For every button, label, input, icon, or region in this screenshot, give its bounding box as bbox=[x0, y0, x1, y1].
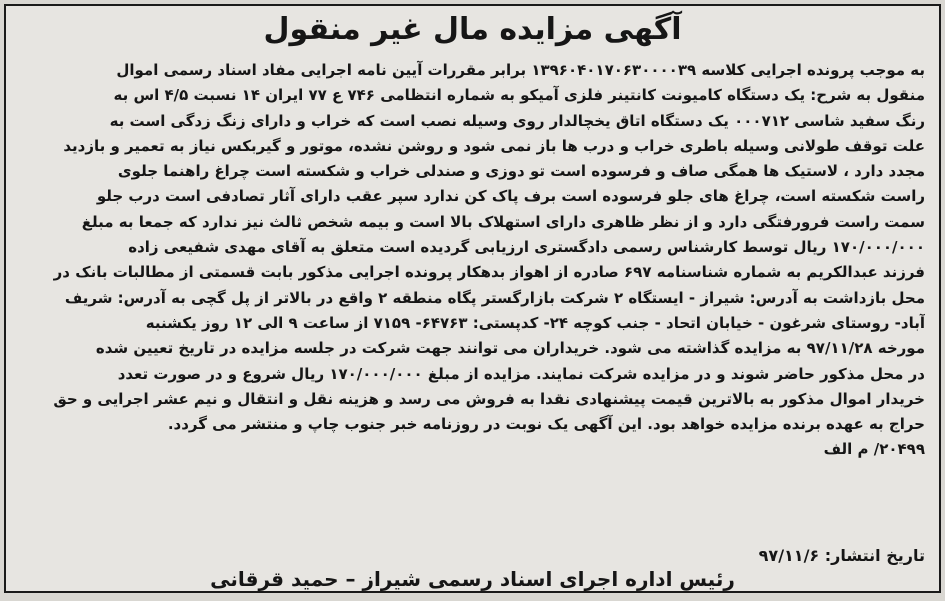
auction-notice bbox=[4, 4, 941, 593]
notice-line: به موجب پرونده اجرایی کلاسه ۱۳۹۶۰۴۰۱۷۰۶۳۰۰۰۰۳۹ برابر مقررات آیین نامه اجرایی مفاد اسناد رسمی اموال bbox=[116, 61, 925, 79]
notice-title: آگهی مزایده مال غیر منقول bbox=[263, 12, 682, 47]
notice-line: سمت راست فرورفتگی دارد و از نظر ظاهری دارای استهلاک بالا است و بیمه شخص ثالث نیز ندارد که جمعا به مبلغ bbox=[81, 212, 925, 231]
notice-line: مورخه ۹۷/۱۱/۲۸ به مزایده گذاشته می شود. خریداران می توانند جهت شرکت در جلسه مزایده در تاریخ تعیین شده bbox=[95, 339, 925, 358]
notice-line: ۱۷۰/۰۰۰/۰۰۰ ریال توسط کارشناس رسمی دادگستری ارزیابی گردیده است متعلق به آقای مهدی شفیعی زاده bbox=[128, 238, 925, 257]
notice-line: در محل مذکور حاضر شوند و در مزایده شرکت نمایند. مزایده از مبلغ ۱۷۰/۰۰۰/۰۰۰ ریال شروع و در صورت تعدد bbox=[117, 364, 925, 383]
notice-line: مجدد دارد ، لاستیک ها همگی صاف و فرسوده است تو دوزی و صندلی خراب و شکسته است چراغ راهنما جلوی bbox=[117, 162, 925, 181]
notice-line: آباد- روستای شرغون - خیابان اتحاد - جنب کوچه ۲۴- کدپستی: ۶۴۷۶۳- ۷۱۵۹ از ساعت ۹ الی ۱۲ روز یکشنبه bbox=[145, 313, 925, 332]
notice-line: حراج به عهده برنده مزایده خواهد بود. این آگهی یک نوبت در روزنامه خبر جنوب چاپ و منتشر می گردد. bbox=[167, 415, 925, 434]
notice-line: راست شکسته است، چراغ های جلو فرسوده است برف پاک کن ندارد سپر عقب دارای آثار تصادفی است درب جلو bbox=[96, 187, 925, 206]
notice-reference-number: ۲۰۴۹۹/ م الف bbox=[823, 440, 925, 459]
signature: رئیس اداره اجرای اسناد رسمی شیراز – حمید قرقانی bbox=[210, 567, 735, 591]
publication-date: تاریخ انتشار: ۹۷/۱۱/۶ bbox=[758, 546, 925, 565]
notice-line: فرزند عبدالکریم به شماره شناسنامه ۶۹۷ صادره از اهواز بدهکار پرونده اجرایی مذکور بابت قسمتی از مطالبات بانک در bbox=[53, 263, 925, 282]
notice-line: علت توقف طولانی وسیله باطری خراب و درب ها باز نمی شود و روشن نشده، موتور و گیربکس نیاز به تعمیر و بازدید bbox=[63, 136, 925, 155]
notice-line: منقول به شرح: یک دستگاه کامیونت کانتینر فلزی آمیکو به شماره انتظامی ۷۴۶ ع ۷۷ ایران ۱۴ نسبت ۴/۵ اس به bbox=[113, 86, 925, 105]
notice-body bbox=[20, 58, 925, 463]
notice-line: خریدار اموال مذکور به بالاترین قیمت پیشنهادی نقدا به فروش می رسد و هزینه نقل و انتقال و نیم عشر اجرایی و حق bbox=[53, 389, 925, 408]
notice-line: رنگ سفید شاسی ۰۰۰۷۱۲ یک دستگاه اتاق یخچالدار روی وسیله نصب است که خراب و دارای زنگ زدگی است به bbox=[109, 111, 925, 130]
notice-line: محل بازداشت به آدرس: شیراز - ایستگاه ۲ شرکت بازارگستر پگاه منطقه ۲ واقع در بالاتر از پل گچی به آدرس: شریف bbox=[64, 288, 925, 307]
